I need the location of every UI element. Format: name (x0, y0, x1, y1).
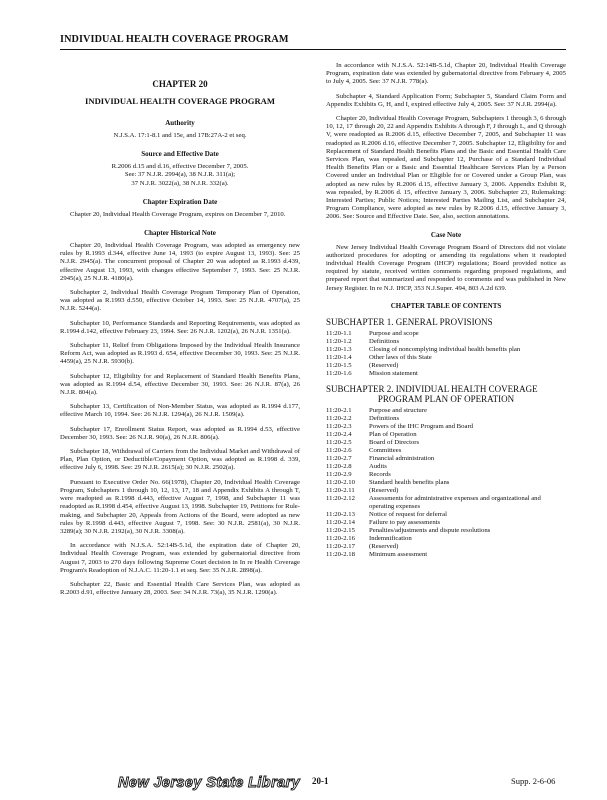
supplement-date: Supp. 2-6-06 (511, 776, 556, 786)
history-paragraph: Subchapter 22, Basic and Essential Health Care Services Plan, was adopted as R.2003 d.91, effective January 28, 2003. See: 34 N.J.R. 73(a), 35 N.J.R. 1290(a). (60, 580, 300, 597)
toc-entry-number: 11:20-2.4 (326, 430, 352, 438)
toc-entry-number: 11:20-2.1 (326, 406, 352, 414)
toc-entry-number: 11:20-2.6 (326, 446, 352, 454)
toc-subchapter-2-list (326, 407, 566, 559)
toc-entry-number: 11:20-2.7 (326, 454, 352, 462)
toc-entry-number: 11:20-1.2 (326, 337, 352, 345)
toc-entry (326, 423, 566, 431)
history-paragraph: Subchapter 12, Eligibility for and Replacement of Standard Health Benefits Plans, was adopted as R.1994 d.54, effective December 30, 1993. See: 26 N.J.R. 87(a), 26 N.J.R. 804(a). (60, 372, 300, 397)
history-paragraph: Chapter 20, Individual Health Coverage Program, was adopted as emergency new rules by R.1993 d.344, effective June 14, 1993 (to expire August 13, 1993). See: 25 N.J.R. 2945(a). The concurrent proposal of Chapter 20 was adopted as R.1993 d.439, effective August 13, 1993, with changes effective September 7, 1993. See: 25 N.J.R. 2945(a), 25 N.J.R. 4180(a). (60, 242, 300, 282)
toc-entry-title: (Reserved) (369, 361, 399, 369)
toc-entry (326, 439, 566, 447)
toc-entry (326, 362, 566, 370)
running-head: INDIVIDUAL HEALTH COVERAGE PROGRAM (60, 34, 289, 45)
toc-heading: CHAPTER TABLE OF CONTENTS (390, 301, 502, 310)
header-rule (60, 49, 566, 50)
history-paragraph: Subchapter 4, Standard Application Form; Subchapter 5, Standard Claim Form and Appendix Exhibits G, H, and I, expired effective July 4, 2005. See: 37 N.J.R. 2994(a). (326, 92, 566, 108)
toc-entry-title: Purpose and scope (369, 329, 419, 337)
authority-heading: Authority (165, 119, 195, 127)
history-paragraph: Pursuant to Executive Order No. 66(1978), Chapter 20, Individual Health Coverage Program, Subchapters 1 through 10, 12, 13, 17, 18 and Appendix Exhibits A through T, were readopted as R.1998 d.443, effective August 7, 1998, and Subchapter 11 was readopted as R.1998 d.454, effective August 13, 1998. Subchapter 19, Petitions for Rule-making, and Subchapter 20, Appeals from Actions of the Board, were adopted as new rules by R.1998 d.443, effective August 7, 1998. See: 30 N.J.R. 2581(a), 30 N.J.R. 3289(a); 30 N.J.R. 2192(a), 30 N.J.R. 3308(a). (60, 478, 300, 535)
library-stamp: New Jersey State Library (118, 775, 301, 791)
toc-entry (326, 527, 566, 535)
toc-entry-number: 11:20-2.15 (326, 526, 355, 534)
toc-entry-number: 11:20-1.3 (326, 345, 352, 353)
toc-entry-title: Definitions (369, 414, 400, 422)
toc-entry-number: 11:20-2.9 (326, 470, 352, 478)
history-paragraph: In accordance with N.J.S.A. 52:14B-5.1d, Chapter 20, Individual Health Coverage Program, expiration date was extended by gubernatorial directive from February 4, 2005 to July 4, 2005. See: 37 N.J.R. 778(a). (326, 62, 566, 86)
toc-entry (326, 543, 566, 551)
source-heading: Source and Effective Date (141, 150, 219, 159)
toc-subchapter-2-title-line-1: SUBCHAPTER 2. INDIVIDUAL HEALTH COVERAGE (326, 383, 538, 394)
toc-entry-number: 11:20-2.17 (326, 542, 355, 550)
chapter-title: INDIVIDUAL HEALTH COVERAGE PROGRAM (85, 96, 275, 106)
history-paragraph: Subchapter 17, Enrollment Status Report, was adopted as R.1994 d.53, effective December 30, 1993. See: 26 N.J.R. 90(a), 26 N.J.R. 806(a). (60, 425, 300, 441)
toc-entry-title: (Reserved) (369, 542, 399, 550)
toc-entry (326, 519, 566, 527)
toc-entry-number: 11:20-2.18 (326, 550, 355, 558)
toc-entry (326, 407, 566, 415)
source-line-3: 37 N.J.R. 3022(a), 38 N.J.R. 332(a). (131, 179, 229, 187)
toc-entry-number: 11:20-1.6 (326, 369, 352, 377)
toc-entry (326, 354, 566, 362)
history-paragraph: Subchapter 13, Certification of Non-Member Status, was adopted as R.1994 d.177, effective March 10, 1994. See: 26 N.J.R. 1294(a), 26 N.J.R. 1509(a). (60, 403, 300, 419)
toc-entry-number: 11:20-1.1 (326, 329, 352, 337)
toc-entry (326, 330, 566, 338)
toc-subchapter-1-title: SUBCHAPTER 1. GENERAL PROVISIONS (326, 316, 493, 327)
toc-entry-title: Committees (369, 446, 402, 454)
case-note-text: New Jersey Individual Health Coverage Program Board of Directors did not violate authorized procedures for adopting or amending its regulations when it readopted individual Health Coverage Program (IHCP) regulations; Board provided notice as required by statute, received written comments regarding proposed regulations, and prepared report that summarized and responded to comments and was published in New Jersey Register. In re N.J. IHCP, 353 N.J.Super. 494, 803 A.2d 639. (326, 243, 566, 292)
history-paragraph: Subchapter 11, Relief from Obligations Imposed by the Individual Health Insurance Reform Act, was adopted as R.1993 d. 654, effective December 30, 1993. See: 25 N.J.R. 4459(a), 25 N.J.R. 5930(b). (60, 342, 300, 366)
toc-entry-title: Closing of noncomplying individual health benefits plan (369, 345, 521, 353)
page-number: 20-1 (312, 776, 329, 786)
toc-entry-title: Other laws of this State (369, 353, 432, 361)
toc-entry-number: 11:20-2.10 (326, 478, 355, 486)
toc-entry-title: Mission statement (369, 369, 418, 377)
left-column (60, 62, 300, 603)
history-paragraph: Subchapter 2, Individual Health Coverage Program Temporary Plan of Operation, was adopted as R.1993 d.550, effective October 14, 1993. See: 25 N.J.R. 4707(a), 25 N.J.R. 5244(a). (60, 289, 300, 313)
toc-entry (326, 479, 566, 487)
toc-entry (326, 431, 566, 439)
toc-entry-title: (Reserved) (369, 486, 399, 494)
history-paragraph: Subchapter 10, Performance Standards and Reporting Requirements, was adopted as R.1994 d.142, effective February 23, 1994. See: 26 N.J.R. 1202(a), 26 N.J.R. 1351(a). (60, 319, 300, 335)
source-line-1: R.2006 d.15 and d.16, effective December 7, 2005. (111, 163, 249, 171)
toc-entry-title: Audits (369, 462, 387, 470)
toc-entry-number: 11:20-2.3 (326, 422, 352, 430)
toc-entry-title: Standard health benefits plans (369, 478, 450, 486)
history-paragraph: Chapter 20, Individual Health Coverage Program, Subchapters 1 through 3, 6 through 10, 12, 17 through 20, 22 and Appendix Exhibits A through F, J through L, and Q through V, were readopted as R.2006 d.15, effective December 7, 2005, and Subchapter 11 was readopted as R.2006 d.16, effective December 7, 2005. Subchapter 12, Eligibility for and Replacement of Standard Health Benefits Plans and the Basic and Essential Health Care Services Plan, was repealed, and Subchapter 12, Purchase of a Standard Individual Health Benefits Plan or a Basic and Essential Healthcare Services Plan by a Person Covered under an Individual Plan or Eligible for or Covered under a Group Plan, was adopted as new rules by R.2006 d.15, effective January 3, 2006. Appendix Exhibit R, was repealed, by R.2006 d. 15, effective January 3, 2006. Subchapter 23, Rulemaking: Interested Parties; Public Notices; Interested Parties Mailing List, and Subchapter 24, Program Compliance, were adopted as new rules by R.2006 d.15, effective January 3, 2006. See: Source and Effective Date. See, also, section annotations. (326, 115, 566, 221)
toc-entry-title: Records (369, 470, 391, 478)
case-note-heading: Case Note (430, 230, 462, 239)
toc-entry-number: 11:20-1.4 (326, 353, 352, 361)
toc-entry-title: Failure to pay assessments (369, 518, 441, 526)
toc-entry-title: Financial administration (369, 454, 435, 462)
toc-entry-number: 11:20-2.8 (326, 462, 352, 470)
expiration-heading: Chapter Expiration Date (142, 197, 218, 206)
toc-entry-title: Assessments for administrative expenses and organizational and operating expenses (369, 494, 541, 510)
toc-entry-title: Indemnification (369, 534, 412, 542)
toc-subchapter-2-title-line-2: PROGRAM PLAN OF OPERATION (377, 393, 515, 404)
toc-entry-title: Plan of Operation (369, 430, 417, 438)
toc-entry-title: Powers of the IHC Program and Board (369, 422, 474, 430)
toc-entry (326, 447, 566, 455)
authority-text: N.J.S.A. 17:1-8.1 and 15e, and 17B:27A-2 et seq. (113, 132, 247, 139)
toc-entry (326, 338, 566, 346)
toc-entry (326, 471, 566, 479)
expiration-text: Chapter 20, Individual Health Coverage Program, expires on December 7, 2010. (70, 210, 286, 218)
toc-entry (326, 535, 566, 543)
toc-entry-number: 11:20-1.5 (326, 361, 352, 369)
toc-entry-number: 11:20-2.11 (326, 486, 355, 494)
source-line-2: See: 37 N.J.R. 2994(a), 38 N.J.R. 311(a); (124, 171, 236, 179)
toc-entry-title: Board of Directors (369, 438, 420, 446)
toc-entry-title: Purpose and structure (369, 406, 427, 414)
toc-entry (326, 370, 566, 378)
toc-entry-title: Penalties/adjustments and dispute resolutions (369, 526, 491, 534)
toc-entry (326, 511, 566, 519)
toc-entry-number: 11:20-2.2 (326, 414, 352, 422)
toc-entry (326, 463, 566, 471)
toc-subchapter-1-list (326, 330, 566, 378)
chapter-heading: CHAPTER 20 (152, 79, 208, 89)
toc-entry (326, 487, 566, 495)
toc-entry-number: 11:20-2.13 (326, 510, 355, 518)
toc-subchapter-2-title (326, 384, 566, 404)
toc-entry-number: 11:20-2.12 (326, 494, 355, 502)
history-paragraph: In accordance with N.J.S.A. 52:14B-5.1d, the expiration date of Chapter 20, Individual Health Coverage Program, was extended by gubernatorial directive from August 7, 2003 to 270 days following Supreme Court decision in In re Health Coverage Program's Readoption of N.J.A.C. 11:20-1.1 et seq. See: 35 N.J.R. 2898(a). (60, 542, 300, 574)
toc-entry-number: 11:20-2.14 (326, 518, 355, 526)
toc-entry-number: 11:20-2.16 (326, 534, 355, 542)
toc-entry-number: 11:20-2.5 (326, 438, 352, 446)
toc-entry (326, 495, 566, 511)
toc-entry (326, 455, 566, 463)
toc-entry (326, 415, 566, 423)
right-column (326, 62, 566, 559)
toc-entry (326, 346, 566, 354)
toc-entry-title: Minimum assessment (369, 550, 428, 558)
history-heading: Chapter Historical Note (144, 229, 216, 238)
toc-entry (326, 551, 566, 559)
history-paragraph: Subchapter 18, Withdrawal of Carriers from the Individual Market and Withdrawal of Plan, Plan Option, or Deductible/Copayment Option, was adopted as R.1998 d. 339, effective July 6, 1998. See: 29 N.J.R. 2615(a); 30 N.J.R. 2502(a). (60, 448, 300, 472)
toc-entry-title: Definitions (369, 337, 400, 345)
toc-entry-title: Notice of request for deferral (369, 510, 447, 518)
